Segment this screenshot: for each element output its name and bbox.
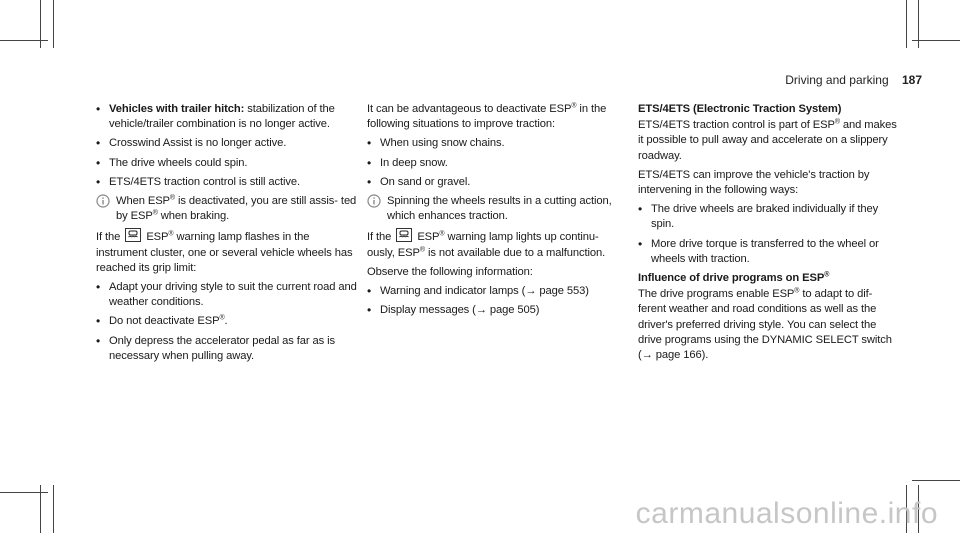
column-3: [638, 102, 900, 367]
bullet-list: [96, 102, 358, 190]
crop-mark: [912, 480, 960, 481]
list-item[interactable]: • Display messages (→ page 505): [367, 303, 629, 318]
list-item: • When using snow chains.: [367, 136, 629, 151]
list-item: • In deep snow.: [367, 156, 629, 171]
list-item: • On sand or gravel.: [367, 175, 629, 190]
section-title: Driving and parking: [785, 73, 889, 87]
bullet-list: [367, 284, 629, 318]
esp-warning-lamp-icon: [125, 228, 141, 242]
watermark[interactable]: carmanualsonline.info: [635, 497, 938, 530]
info-icon: [367, 194, 381, 208]
crop-mark: [912, 40, 960, 41]
list-item: • The drive wheels could spin.: [96, 156, 358, 171]
section-heading: Influence of drive programs on ESP®: [638, 271, 830, 285]
list-item[interactable]: • Warning and indicator lamps (→ page 553): [367, 284, 629, 299]
paragraph: ETS/4ETS traction control is part of ESP® and makes it possible to pull away and accelerate on a slippery roadway.: [638, 118, 897, 162]
page-header: [785, 73, 922, 87]
list-item: • Vehicles with trailer hitch: stabilization of the vehicle/trailer combination is no longer active.: [96, 102, 358, 132]
paragraph: It can be advantageous to deactivate ESP® in the following situations to improve traction:: [367, 102, 607, 131]
column-2: [367, 102, 629, 322]
paragraph: If the ESP® warning lamp lights up continu- ously, ESP® is not available due to a malfunction.: [367, 228, 629, 260]
crop-mark: [0, 492, 48, 493]
paragraph: ETS/4ETS can improve the vehicle's traction by intervening in the following ways:: [638, 168, 870, 197]
crop-mark: [53, 0, 54, 48]
esp-warning-lamp-icon: [396, 228, 412, 242]
list-item: • Only depress the accelerator pedal as far as is necessary when pulling away.: [96, 334, 358, 364]
bullet-list: [367, 136, 629, 190]
page-number: 187: [901, 73, 922, 87]
list-item: • Crosswind Assist is no longer active.: [96, 136, 358, 151]
list-item: • Do not deactivate ESP®.: [96, 314, 358, 329]
section-heading: ETS/4ETS (Electronic Traction System): [638, 103, 842, 115]
list-item: • More drive torque is transferred to the wheel or wheels with traction.: [638, 237, 900, 267]
info-icon: [96, 194, 110, 208]
bullet-list: [638, 202, 900, 267]
crop-mark: [906, 0, 907, 48]
list-item: • Adapt your driving style to suit the current road and weather conditions.: [96, 280, 358, 310]
list-item: • ETS/4ETS traction control is still active.: [96, 175, 358, 190]
note: Spinning the wheels results in a cutting action, which enhances traction.: [367, 194, 629, 224]
list-item: • The drive wheels are braked individually if they spin.: [638, 202, 900, 232]
paragraph: Observe the following information:: [367, 265, 533, 278]
note: When ESP® is deactivated, you are still assis- ted by ESP® when braking.: [96, 194, 358, 224]
paragraph: If the ESP® warning lamp flashes in the instrument cluster, one or several vehicle wheels has reached its grip limit:: [96, 228, 358, 276]
column-1: [96, 102, 358, 368]
bullet-list: [96, 280, 358, 364]
paragraph: The drive programs enable ESP® to adapt to dif- ferent weather and road conditions as well as the driver's preferred driving style. You can select the drive programs using the DYNAMIC SELECT switch (→ page 166).: [638, 287, 892, 362]
crop-mark: [53, 485, 54, 533]
crop-mark: [0, 40, 48, 41]
